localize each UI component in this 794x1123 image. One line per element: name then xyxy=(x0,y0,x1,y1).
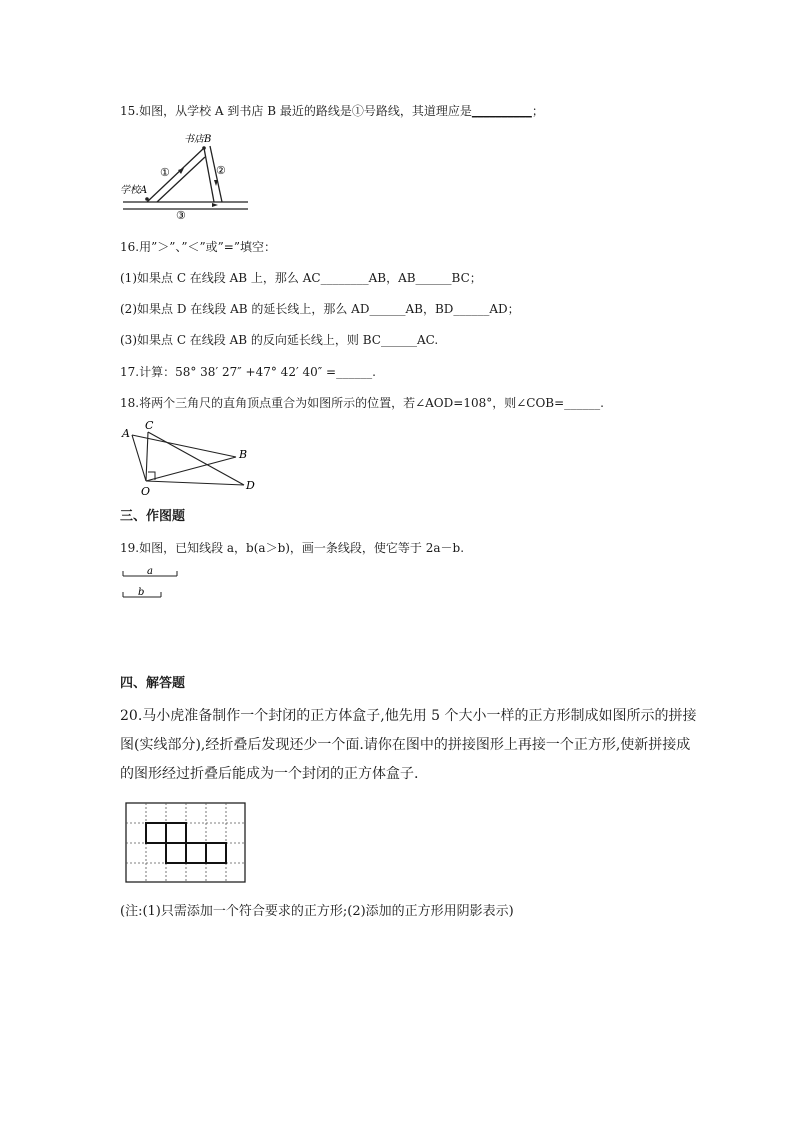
q16-item-1: (1)如果点 C 在线段 AB 上，那么 AC________AB，AB______BC； xyxy=(120,271,482,285)
q17-text: 17.计算：58° 38′ 27″ +47° 42′ 40″ =______. xyxy=(120,365,376,379)
net-squares xyxy=(146,823,226,863)
q15-answer-blank[interactable]: __________ xyxy=(471,104,532,118)
label-C: C xyxy=(145,419,154,432)
q18-text: 18.将两个三角尺的直角顶点重合为如图所示的位置，若∠AOD=108°，则∠COB=______. xyxy=(120,396,604,410)
q16-intro: 16.用”＞”、”＜”或”=”填空： xyxy=(120,240,276,254)
segment-OD xyxy=(146,481,244,485)
q20-grid-figure xyxy=(125,802,247,884)
segment-OA xyxy=(132,435,146,481)
school-label: 学校A xyxy=(120,185,148,196)
route-1-label: ① xyxy=(160,166,170,179)
route-3-label: ③ xyxy=(176,209,186,222)
route-1-outer xyxy=(147,148,204,202)
net-square-2[interactable] xyxy=(166,823,186,843)
segment-b-label: b xyxy=(138,587,145,598)
segment-OC xyxy=(146,432,148,481)
route-2-label: ② xyxy=(216,164,226,177)
shop-label: 书店B xyxy=(184,134,212,145)
net-square-5[interactable] xyxy=(206,843,226,863)
net-square-4[interactable] xyxy=(186,843,206,863)
q19-text: 19.如图，已知线段 a，b(a＞b)，画一条线段，使它等于 2a－b. xyxy=(120,541,465,555)
q15-route-figure xyxy=(120,130,250,220)
school-point xyxy=(145,197,149,201)
section-4-title: 四、解答题 xyxy=(120,676,186,691)
segment-OB xyxy=(146,457,236,481)
label-B: B xyxy=(239,448,248,461)
section-3-title: 三、作图题 xyxy=(120,509,186,524)
label-D: D xyxy=(246,479,255,492)
label-A: A xyxy=(122,427,130,440)
q20-note: (注:(1)只需添加一个符合要求的正方形;(2)添加的正方形用阴影表示) xyxy=(120,904,514,919)
shop-point xyxy=(202,146,206,150)
q19-segments-figure xyxy=(120,564,184,600)
label-O: O xyxy=(141,485,151,498)
q20-text: 20.马小虎准备制作一个封闭的正方体盒子,他先用 5 个大小一样的正方形制成如图所示的拼接图(实线部分),经折叠后发现还少一个面.请你在图中的拼接图形上再接一个正方形,使新拼接成的图形经过折叠后能成为一个封闭的正方体盒子. xyxy=(120,708,697,782)
net-square-3[interactable] xyxy=(166,843,186,863)
q15-question: 15.如图，从学校 A 到书店 B 最近的路线是①号路线，其道理应是 xyxy=(120,104,472,118)
segment-a-label: a xyxy=(147,566,153,577)
route-1-inner xyxy=(157,157,205,202)
q18-triangle-figure xyxy=(118,418,263,498)
q16-item-3: (3)如果点 C 在线段 AB 的反向延长线上，则 BC______AC. xyxy=(120,333,439,347)
q15-text xyxy=(120,103,544,119)
q16-item-2: (2)如果点 D 在线段 AB 的延长线上，那么 AD______AB，BD______AD； xyxy=(120,302,520,316)
route-3-arrow xyxy=(212,203,218,207)
q15-end: ； xyxy=(531,104,544,118)
net-square-1[interactable] xyxy=(146,823,166,843)
